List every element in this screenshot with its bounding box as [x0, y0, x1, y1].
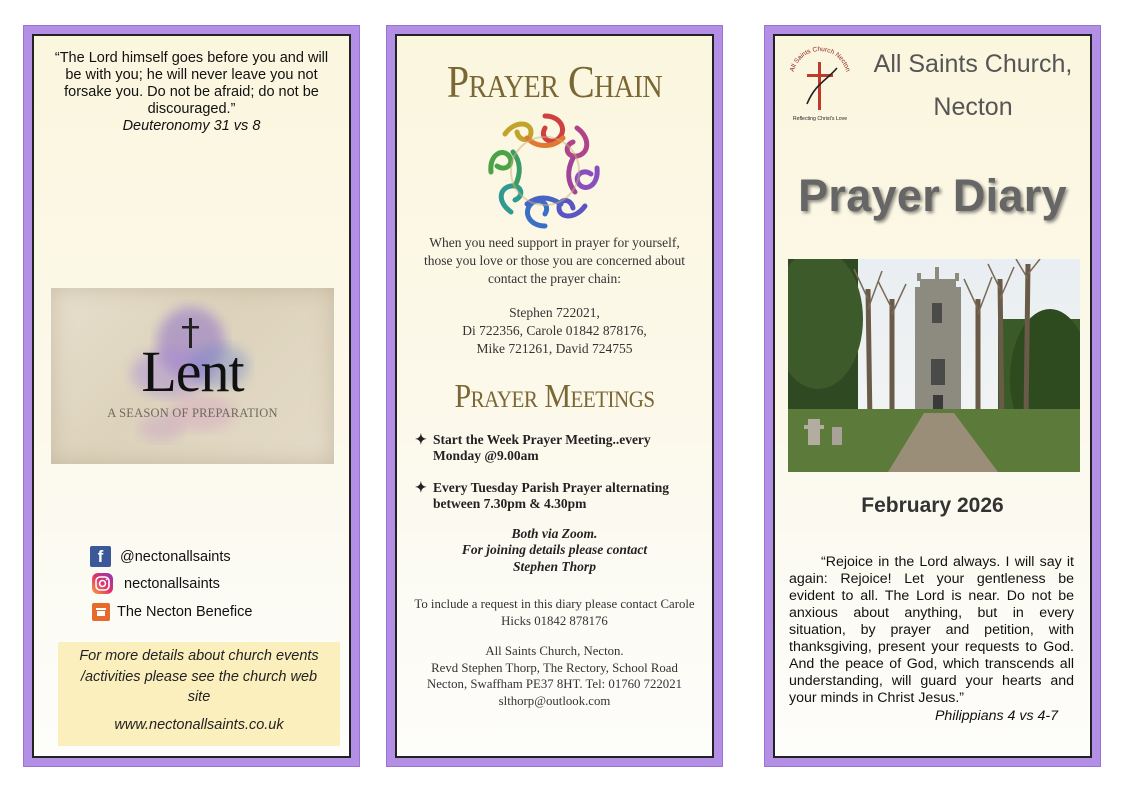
church-name-line-1: All Saints Church,: [873, 50, 1073, 78]
instagram-icon: [92, 573, 113, 594]
meeting-item-monday: [415, 432, 698, 465]
info-box: [58, 642, 340, 746]
left-panel: [23, 25, 360, 767]
prayer-meetings-title: Prayer Meetings: [454, 377, 655, 415]
prayer-diary-title: Prayer Diary: [798, 170, 1067, 221]
info-text: For more details about church events /activities please see the church web site: [79, 648, 319, 706]
bible-quote: “Rejoice in the Lord always. I will say it again: Rejoice! Let your gentleness be evident to all. The Lord is near. Do not be anxious about anything, but in every situation, by prayer and petition, with thanksgiving, present your requests to God. And the peace of God, which transcends all understanding, will guard your hearts and your minds in Christ Jesus.”: [789, 554, 1074, 707]
lent-subtitle: A SEASON OF PREPARATION: [107, 406, 278, 420]
right-panel-inner: [773, 34, 1092, 758]
benefice-icon: [92, 603, 110, 621]
zoom-note: [397, 526, 712, 575]
star-bullet-icon: ✦: [415, 433, 427, 448]
logo-top-text: All Saints Church Necton: [788, 45, 852, 73]
church-address: [401, 643, 708, 710]
address-line-1: All Saints Church, Necton.: [485, 644, 624, 658]
right-panel: [764, 25, 1101, 767]
instagram-handle: nectonallsaints: [124, 575, 220, 592]
diary-month: February 2026: [861, 494, 1004, 517]
church-photo: [788, 259, 1080, 472]
benefice-name: The Necton Benefice: [117, 604, 253, 620]
church-tower-image: [788, 259, 1080, 472]
meeting-text: Every Tuesday Parish Prayer alternating between 7.30pm & 4.30pm: [433, 480, 669, 512]
star-bullet-icon: ✦: [415, 481, 427, 496]
facebook-icon: f: [90, 546, 111, 567]
address-line-2: Revd Stephen Thorp, The Rectory, School Road: [431, 660, 678, 675]
benefice-link[interactable]: [92, 603, 252, 621]
lent-title: Lent: [141, 339, 244, 404]
prayer-chain-contacts: [407, 304, 702, 357]
bible-quote-reference: Philippians 4 vs 4-7: [934, 708, 1058, 724]
address-line-3: Necton, Swaffham PE37 8HT. Tel: 01760 722021: [426, 677, 682, 692]
email-link[interactable]: slthorp@outlook.com: [498, 693, 611, 708]
prayer-chain-intro: When you need support in prayer for yourself, those you love or those you are concerned about contact the prayer chain:: [424, 235, 685, 286]
request-note: To include a request in this diary please contact Carole Hicks 01842 878176: [414, 597, 695, 628]
church-name-line-2: Necton: [933, 92, 1013, 121]
lent-image: [51, 288, 334, 464]
middle-panel: [386, 25, 723, 767]
prayer-chain-title: Prayer Chain: [446, 55, 663, 108]
logo-bottom-text: Reflecting Christ's Love: [792, 116, 848, 122]
left-panel-inner: [32, 34, 351, 758]
meeting-item-tuesday: [415, 480, 698, 513]
zoom-line-1: Both via Zoom.: [511, 526, 598, 541]
facebook-link[interactable]: [90, 546, 231, 567]
bible-quote: “The Lord himself goes before you and will be with you; he will never leave you not forsake you. Do not be afraid; do not be discouraged.”: [54, 50, 329, 118]
contacts-line-1: Stephen 722021,: [509, 305, 600, 320]
zoom-line-3: Stephen Thorp: [513, 558, 596, 574]
facebook-handle: @nectonallsaints: [120, 548, 231, 565]
church-logo: [785, 44, 855, 124]
contacts-line-3: Mike 721261, David 724755: [476, 340, 633, 356]
instagram-link[interactable]: [92, 573, 220, 594]
bible-quote-reference: Deuteronomy 31 vs 8: [122, 118, 261, 134]
church-name: [863, 40, 1083, 132]
meeting-text: Start the Week Prayer Meeting..every Monday @9.00am: [433, 432, 651, 464]
middle-panel-inner: [395, 34, 714, 758]
website-link[interactable]: www.nectonallsaints.co.uk: [114, 717, 284, 734]
zoom-line-2: For joining details please contact: [461, 542, 648, 558]
celtic-knot-icon: [481, 108, 609, 234]
contacts-line-2: Di 722356, Carole 01842 878176,: [462, 322, 647, 338]
